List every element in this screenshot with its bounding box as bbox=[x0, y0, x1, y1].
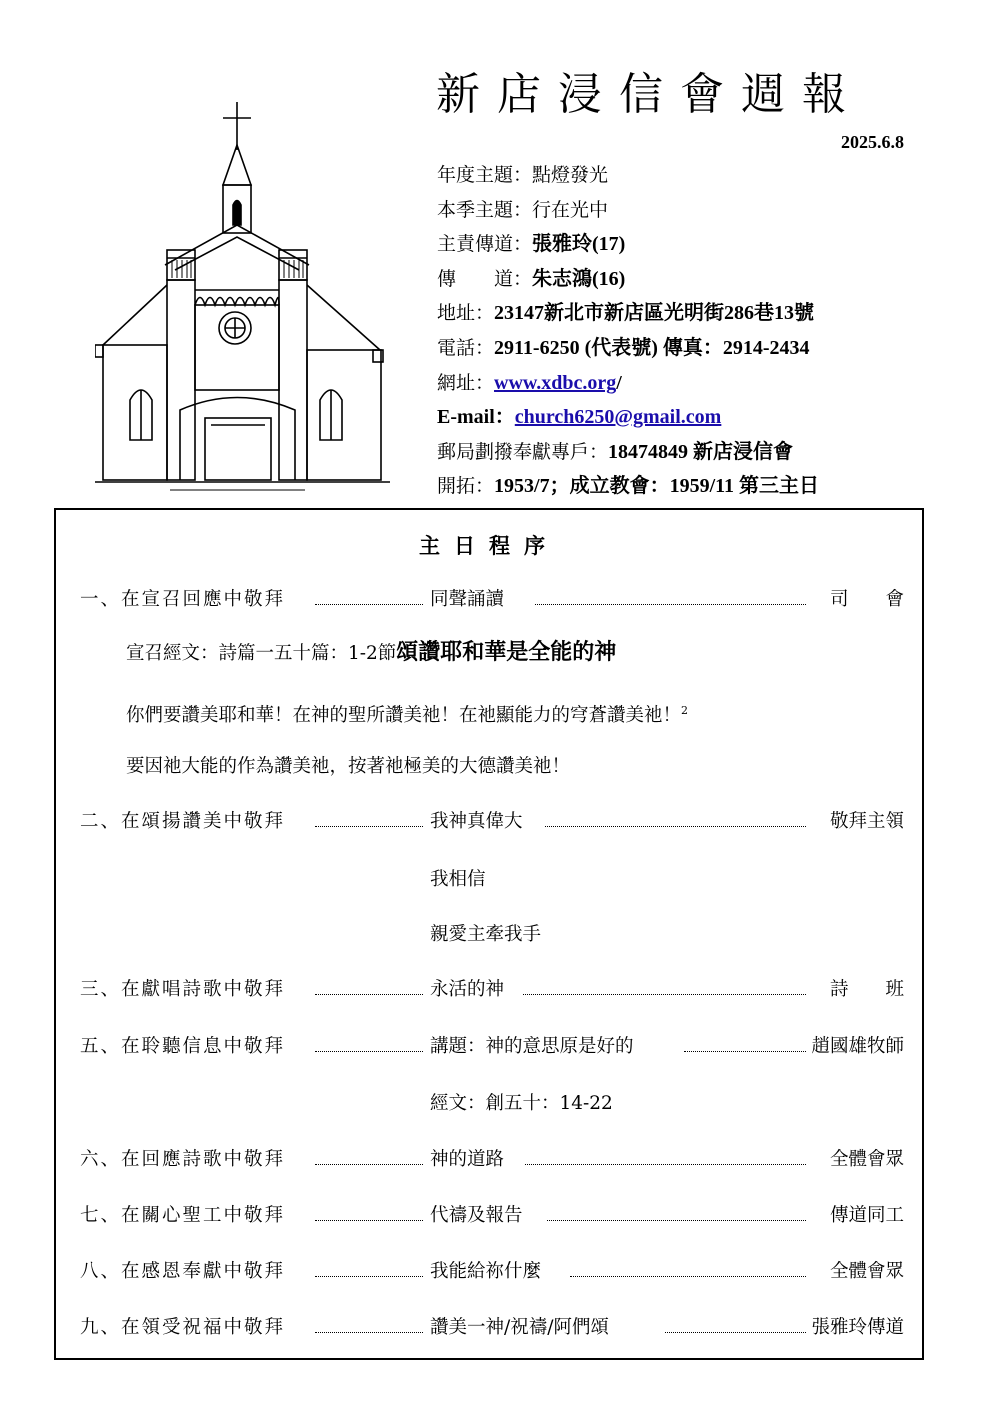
church-info bbox=[437, 158, 957, 504]
song-item: 親愛主牽我手 bbox=[430, 924, 542, 945]
info-year-theme: 年度主題：點燈發光 bbox=[437, 164, 609, 186]
program-item: 一、在宣召回應中敬拜 同聲誦讀 司 會 bbox=[80, 589, 904, 610]
info-website: 網址：www.xdbc.org/ bbox=[437, 371, 622, 394]
program-item: 八、在感恩奉獻中敬拜 我能給祢什麼 全體會眾 bbox=[80, 1261, 904, 1282]
song-item: 我相信 bbox=[430, 869, 486, 890]
program-item: 六、在回應詩歌中敬拜 神的道路 全體會眾 bbox=[80, 1149, 904, 1170]
info-founding: 開拓：1953/7；成立教會：1959/11 第三主日 bbox=[437, 475, 820, 498]
program-item: 三、在獻唱詩歌中敬拜 永活的神 詩 班 bbox=[80, 979, 904, 1000]
call-to-worship-line1: 你們要讚美耶和華！在神的聖所讚美祂！在祂顯能力的穹蒼讚美祂！$^2$ bbox=[126, 704, 689, 727]
program-item: 七、在關心聖工中敬拜 代禱及報告 傳道同工 bbox=[80, 1205, 904, 1226]
email-link[interactable]: church6250@gmail.com bbox=[514, 406, 722, 429]
program-item: 二、在頌揚讚美中敬拜 我神真偉大 敬拜主領 bbox=[80, 811, 904, 832]
info-address: 地址：23147新北市新店區光明街286巷13號 bbox=[437, 302, 815, 325]
program-item: 五、在聆聽信息中敬拜 講題：神的意思原是好的 趙國雄牧師 bbox=[80, 1036, 904, 1057]
website-link[interactable]: www.xdbc.org bbox=[494, 371, 617, 394]
info-phone: 電話：2911-6250 (代表號) 傳真：2914-2434 bbox=[437, 336, 810, 359]
info-lead-pastor: 主責傳道：張雅玲(17) bbox=[437, 233, 626, 256]
bulletin-title: 新店浸信會週報 bbox=[436, 69, 863, 120]
scripture-reference: 經文：創五十：14-22 bbox=[430, 1093, 613, 1114]
call-to-worship-ref: 宣召經文：詩篇一五十篇：1-2節頌讚耶和華是全能的神 bbox=[126, 640, 617, 665]
info-preacher: 傳 道：朱志鴻(16) bbox=[437, 267, 626, 290]
call-to-worship-line2: 要因祂大能的作為讚美祂，按著祂極美的大德讚美祂！ bbox=[126, 756, 571, 777]
bulletin-date: 2025.6.8 bbox=[841, 132, 904, 152]
church-illustration bbox=[95, 100, 395, 495]
program-box bbox=[54, 508, 924, 1360]
program-item: 九、在領受祝福中敬拜 讚美一神/祝禱/阿們頌 張雅玲傳道 bbox=[80, 1317, 904, 1338]
info-season-theme: 本季主題：行在光中 bbox=[437, 198, 609, 221]
program-title: 主日程序 bbox=[419, 534, 559, 558]
info-email: E-mail：church6250@gmail.com bbox=[437, 406, 722, 429]
info-offering-account: 郵局劃撥奉獻專戶：18474849 新店浸信會 bbox=[437, 440, 794, 463]
